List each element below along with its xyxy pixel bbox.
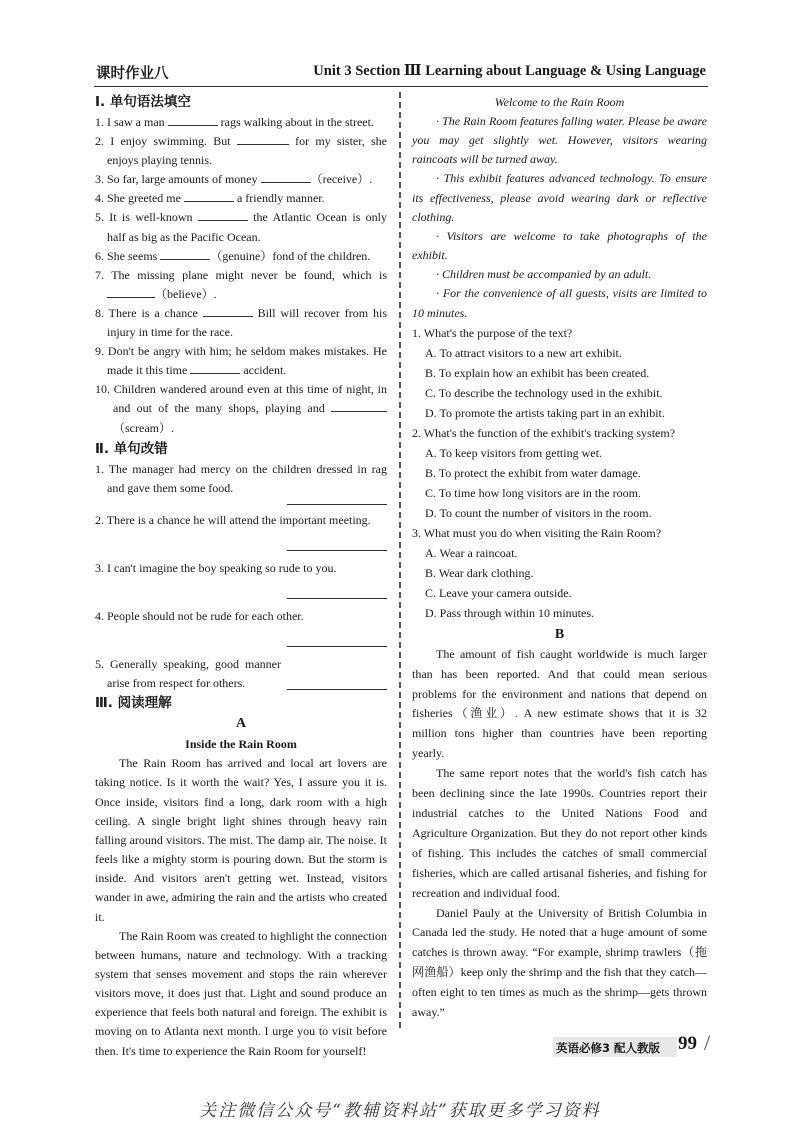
fill-item-2-pre: 2. I enjoy swimming. But — [95, 134, 237, 149]
fill-item-8-pre: 8. There is a chance — [95, 305, 203, 320]
right-column — [412, 92, 707, 1023]
fill-item-9-pre: 9. Don't be angry with him; he seldom makes mistakes. He made it this time — [95, 344, 387, 378]
fill-item-6 — [95, 247, 387, 266]
correction-item-4 — [95, 607, 387, 626]
passage-a-paragraph-1: The Rain Room has arrived and local art lovers are taking notice. Is it worth the wait? Yes, I assure you it is. Once inside, visitors find a long, dark room with a high ceiling. A single bright light shines through heavy rain falling around visitors. The mist. The damp air. The noise. It feels like a mighty storm is pouring down. But the storm is inside. And visitors aren't getting wet. Instead, visitors wander in awe, admiring the rain and the artists who created it. — [95, 756, 387, 924]
fill-item-2 — [95, 132, 387, 170]
notice-3: · Visitors are welcome to take photographs of the exhibit. — [412, 228, 707, 263]
notice-1: · The Rain Room features falling water. Please be aware you may get slightly wet. However, visitors wearing raincoats will be turned away. — [412, 114, 707, 167]
correction-item-1-text: 1. The manager had mercy on the children dressed in rag and gave them some food. — [95, 461, 387, 495]
correction-answer-4[interactable] — [287, 636, 387, 647]
fill-item-7-post: （believe）. — [155, 286, 217, 301]
page-number: 99 — [678, 1033, 697, 1054]
fill-item-1-post: rags walking about in the street. — [217, 115, 374, 129]
fill-item-7-pre: 7. The missing plane might never be found, which is — [95, 267, 387, 282]
page-header — [96, 60, 706, 84]
fill-blank-10[interactable] — [331, 400, 387, 412]
section1-title: Ⅰ. 单句语法填空 — [95, 94, 191, 110]
fill-blank-8[interactable] — [203, 305, 253, 317]
fill-item-1-pre: 1. I saw a man — [95, 115, 168, 129]
fill-blank-3[interactable] — [261, 171, 311, 183]
notice-5: · For the convenience of all guests, visits are limited to 10 minutes. — [412, 286, 707, 320]
passage-a-title: Inside the Rain Room — [185, 737, 297, 752]
header-left-title: 课时作业八 — [96, 66, 169, 82]
correction-item-3-text: 3. I can't imagine the boy speaking so rude to you. — [95, 560, 337, 575]
notice-4: · Children must be accompanied by an adult. — [436, 267, 652, 282]
header-unit-title: Unit 3 Section Ⅲ Learning about Language & Using Language — [313, 63, 706, 79]
passage-b-paragraph-1: The amount of fish caught worldwide is much larger than has been reported. And that could mean serious problems for the environment and nations that depend on fisheries（渔业）. A new estimate shows that it is 32 million tons higher than countries have been reporting yearly. — [412, 646, 707, 761]
fill-item-5-post: the Atlantic Ocean is only half as big as the Pacific Ocean. — [107, 210, 387, 244]
fill-item-6-pre: 6. She seems — [95, 248, 161, 263]
fill-item-3-pre: 3. So far, large amounts of money — [95, 172, 261, 187]
fill-item-10-post: （scream）. — [113, 420, 174, 435]
correction-item-2 — [95, 511, 387, 530]
page-number-slash-icon: / — [704, 1030, 711, 1055]
correction-item-5-text: 5. Generally speaking, good manner arise from respect for others. — [95, 657, 281, 691]
passage-b-letter: B — [554, 626, 565, 642]
fill-item-6-post: （genuine）fond of the children. — [210, 248, 371, 263]
fill-blank-1[interactable] — [168, 114, 218, 126]
fill-item-5-pre: 5. It is well-known — [95, 210, 198, 225]
notice-2: · This exhibit features advanced technology. To ensure its effectiveness, please avoid wearing dark or reflective clothing. — [412, 171, 707, 224]
fill-blank-4[interactable] — [184, 190, 234, 202]
passage-b-paragraph-2: The same report notes that the world's fish catch has been declining since the late 1990s. Countries report their industrial catches to the United Nations Food and Agriculture Organization. But they do not report other kinds of fishing. This includes the catches of small commercial fisheries, which are called artisanal fisheries, and fishing for recreation and individual food. — [412, 766, 707, 900]
question-2-option-a[interactable]: A. To keep visitors from getting wet. — [425, 445, 602, 460]
question-3-option-b[interactable]: B. Wear dark clothing. — [425, 565, 534, 580]
fill-blank-5[interactable] — [198, 209, 248, 221]
welcome-notice-title: Welcome to the Rain Room — [494, 95, 625, 109]
fill-item-3 — [95, 170, 387, 189]
question-1: 1. What's the purpose of the text? — [412, 325, 573, 340]
correction-answer-2[interactable] — [287, 540, 387, 551]
header-rule — [94, 86, 708, 87]
fill-blank-9[interactable] — [190, 362, 240, 374]
question-3-option-d[interactable]: D. Pass through within 10 minutes. — [425, 605, 595, 620]
fill-item-8 — [95, 304, 387, 342]
question-1-option-d[interactable]: D. To promote the artists taking part in an exhibit. — [425, 405, 665, 420]
question-1-option-c[interactable]: C. To describe the technology used in the exhibit. — [425, 385, 663, 400]
correction-answer-5[interactable] — [287, 675, 387, 690]
section2-title: Ⅱ. 单句改错 — [95, 440, 168, 457]
fill-item-5 — [95, 208, 387, 246]
column-divider — [399, 92, 401, 1028]
fill-item-4-pre: 4. She greeted me — [95, 191, 184, 206]
correction-answer-3[interactable] — [287, 588, 387, 599]
fill-item-4 — [95, 189, 387, 208]
question-3-option-c[interactable]: C. Leave your camera outside. — [425, 585, 572, 600]
fill-item-10-pre: 10. Children wandered around even at this time of night, in and out of the many shops, playing and — [95, 382, 387, 416]
question-3: 3. What must you do when visiting the Rain Room? — [412, 525, 662, 540]
fill-item-4-post: a friendly manner. — [233, 191, 325, 206]
correction-item-4-text: 4. People should not be rude for each other. — [95, 608, 304, 623]
fill-item-9 — [95, 342, 387, 380]
correction-item-5 — [95, 655, 387, 693]
passage-a-paragraph-2: The Rain Room was created to highlight the connection between humans, nature and technology. With a tracking system that senses movement and stops the rain wherever visitors move, it does just that. Light and sound produce an experience that feels both natural and foreign. The exhibit is moving on to Atlanta next month. I urge you to visit before then. It's time to experience the Rain Room for yourself! — [95, 928, 387, 1058]
fill-blank-2[interactable] — [237, 133, 289, 145]
fill-blank-7[interactable] — [107, 286, 155, 298]
correction-item-2-text: 2. There is a chance he will attend the important meeting. — [95, 512, 371, 527]
left-column — [95, 92, 387, 1061]
question-1-option-b[interactable]: B. To explain how an exhibit has been created. — [425, 365, 650, 380]
watermark-text: 关注微信公众号“教辅资料站”获取更多学习资料 — [199, 1101, 601, 1121]
question-2-option-c[interactable]: C. To time how long visitors are in the room. — [425, 485, 641, 500]
fill-item-7 — [95, 266, 387, 304]
question-2-option-b[interactable]: B. To protect the exhibit from water damage. — [425, 465, 641, 480]
fill-item-10 — [95, 380, 387, 437]
fill-item-1 — [95, 113, 387, 132]
passage-b-paragraph-3: Daniel Pauly at the University of British Columbia in Canada led the study. He noted that a huge amount of some catches is thrown away. “For example, shrimp trawlers（拖网渔船）keep only the shrimp and the fish that they catch—often eight to ten times as much as the shrimp—gets thrown away.” — [412, 905, 707, 1020]
footer-book-label: 英语必修3 配人教版 — [556, 1041, 661, 1055]
fill-item-2-post: for my sister, she enjoys playing tennis. — [107, 134, 388, 168]
fill-item-9-post: accident. — [240, 363, 287, 378]
section3-title: Ⅲ. 阅读理解 — [95, 695, 172, 712]
fill-blank-6[interactable] — [160, 248, 210, 260]
correction-item-1 — [95, 460, 387, 498]
fill-item-3-post: （receive）. — [310, 172, 373, 187]
fill-item-8-post: Bill will recover from his injury in time for the race. — [107, 305, 387, 340]
passage-a-letter: A — [235, 716, 247, 732]
question-2-option-d[interactable]: D. To count the number of visitors in the room. — [425, 505, 652, 520]
question-2: 2. What's the function of the exhibit's tracking system? — [412, 425, 676, 440]
question-1-option-a[interactable]: A. To attract visitors to a new art exhibit. — [425, 345, 622, 360]
question-3-option-a[interactable]: A. Wear a raincoat. — [425, 545, 518, 560]
correction-item-3 — [95, 559, 387, 578]
